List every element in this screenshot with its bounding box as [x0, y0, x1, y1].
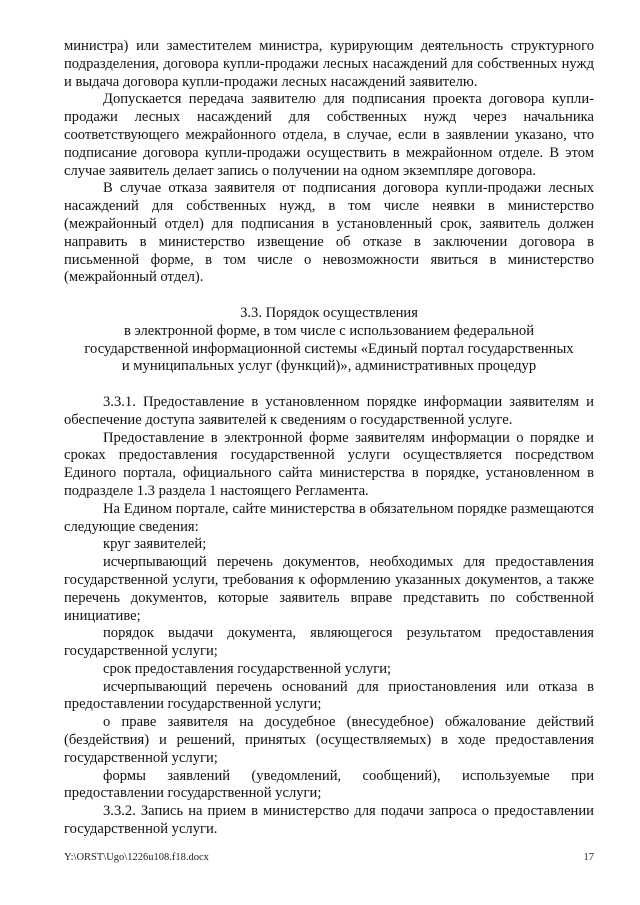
paragraph: В случае отказа заявителя от подписания договора купли-продажи лесных насаждений для собственных нужд, в том числе неявки в министерство (межрайонный отдел) для подписания в установленный срок, заявитель должен направить в министерство извещение об отказе в заключении договора в письменной форме, в том числе о невозможности явиться в министерство (межрайонный отдел). [64, 180, 594, 286]
spacer [64, 287, 594, 305]
page-number: 17 [583, 852, 594, 863]
list-item: формы заявлений (уведомлений, сообщений), используемые при предоставлении государственной услуги; [64, 767, 594, 802]
list-item: исчерпывающий перечень документов, необходимых для предоставления государственной услуги, требования к оформлению указанных документов, а также перечень документов, которые заявитель вправе представить по собственной инициативе; [64, 554, 594, 624]
spacer [64, 376, 594, 394]
section-heading-title: 3.3. Порядок осуществления [240, 304, 418, 321]
document-page [64, 38, 594, 839]
paragraph: Предоставление в электронной форме заявителям информации о порядке и сроках предоставления государственной услуги осуществляется посредством Единого портала, официального сайта министерства в порядке, установленном в подразделе 1.3 раздела 1 настоящего Регламента. [64, 429, 594, 499]
section-heading-line: государственной информационной системы «Единый портал государственных [84, 340, 574, 357]
section-heading-line: в электронной форме, в том числе с использованием федеральной [123, 322, 535, 339]
section-heading-line: и муниципальных услуг (функций)», административных процедур [121, 358, 537, 375]
paragraph: 3.3.1. Предоставление в установленном порядке информации заявителям и обеспечение доступа заявителей к сведениям о государственной услуге. [64, 393, 594, 428]
paragraph: Допускается передача заявителю для подписания проекта договора купли-продажи лесных насаждений для собственных нужд через начальника соответствующего межрайонного отдела, в случае, если в заявлении указано, что подписание договора купли-продажи осуществить в межрайонном отделе. В этом случае заявитель делает запись о получении на одном экземпляре договора. [64, 91, 594, 179]
list-item: порядок выдачи документа, являющегося результатом предоставления государственной услуги; [64, 625, 594, 660]
page-footer [64, 852, 594, 864]
list-item: круг заявителей; [103, 536, 207, 553]
paragraph: На Едином портале, сайте министерства в обязательном порядке размещаются следующие сведения: [64, 500, 594, 535]
list-item: исчерпывающий перечень оснований для приостановления или отказа в предоставлении государственной услуги; [64, 678, 594, 713]
list-item: о праве заявителя на досудебное (внесудебное) обжалование действий (бездействия) и решений, принятых (осуществляемых) в ходе предоставления государственной услуги; [64, 714, 594, 766]
file-path: Y:\ORST\Ugo\1226u108.f18.docx [64, 852, 209, 863]
list-item: срок предоставления государственной услуги; [103, 660, 392, 677]
paragraph: 3.3.2. Запись на прием в министерство для подачи запроса о предоставлении государственной услуги. [64, 803, 594, 838]
paragraph: министра) или заместителем министра, курирующим деятельность структурного подразделения, договора купли-продажи лесных насаждений для собственных нужд и выдача договора купли-продажи лесных насаждений заявителю. [64, 38, 594, 90]
